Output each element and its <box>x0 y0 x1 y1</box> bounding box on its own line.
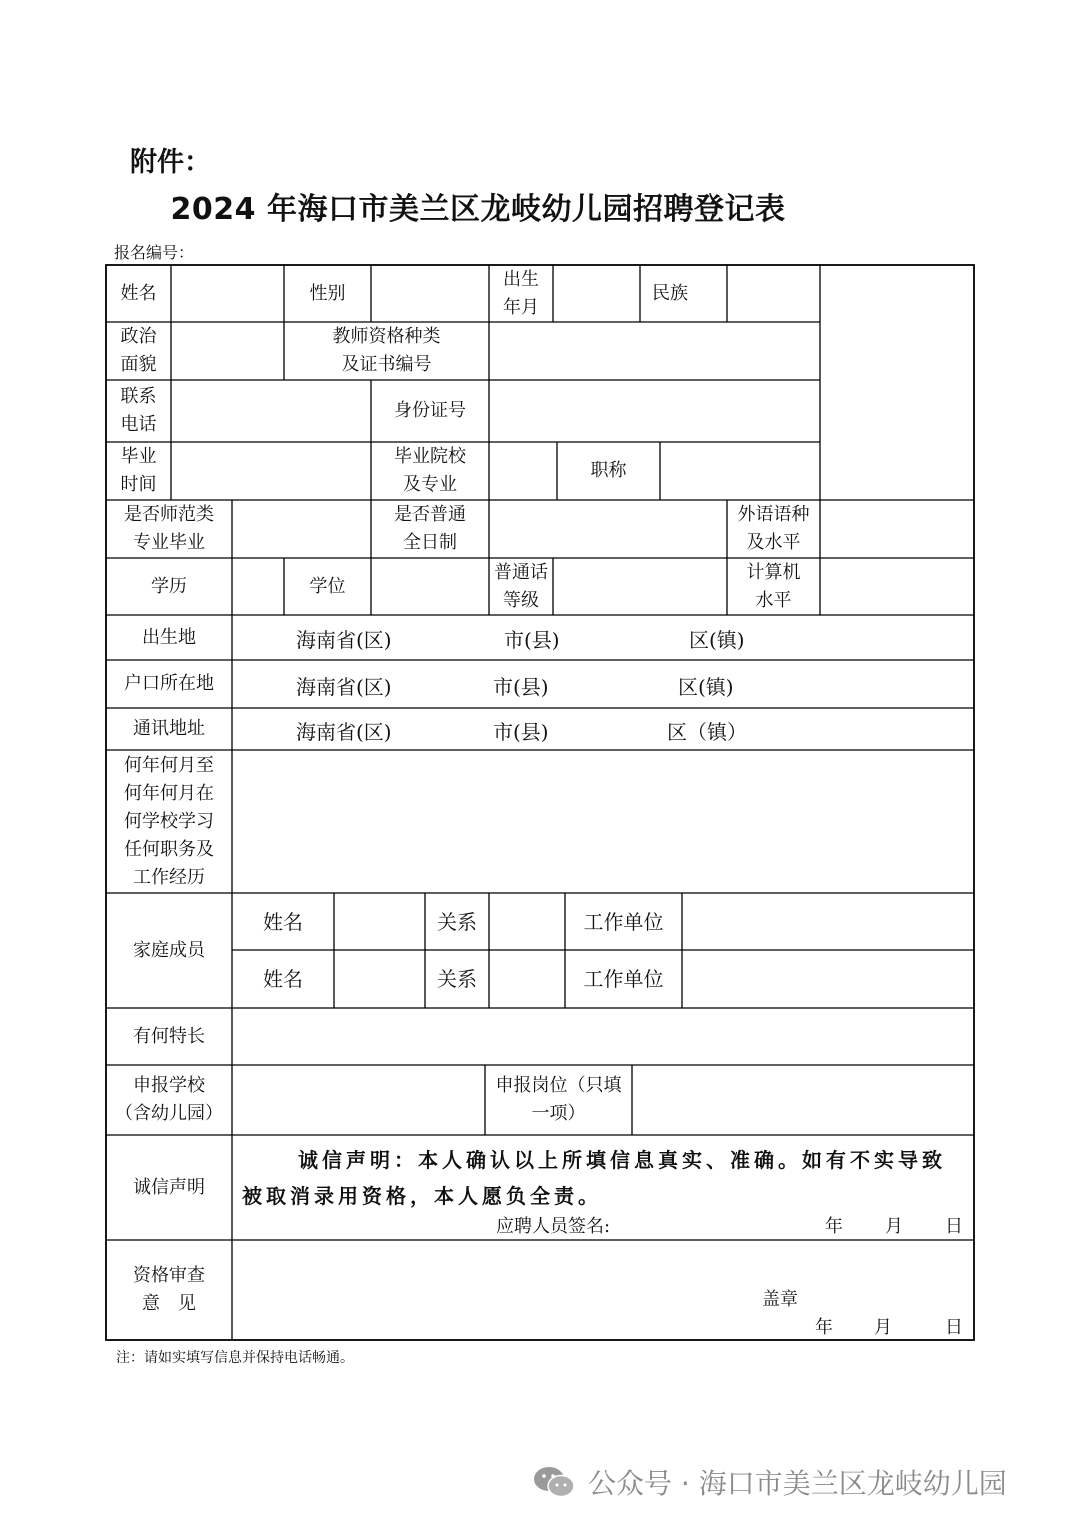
name-label: 姓名 <box>120 282 157 304</box>
pledge-month: 月 <box>885 1216 903 1237</box>
family-workplace-label: 工作单位 <box>583 967 664 991</box>
family-members-label: 家庭成员 <box>133 939 205 961</box>
graduation-school-label: 毕业院校 及专业 <box>394 446 466 495</box>
family-name-label: 姓名 <box>263 967 303 991</box>
computer-level-label: 计算机 水平 <box>746 561 801 611</box>
phone-label: 联系 电话 <box>120 386 157 435</box>
hukou-label: 户口所在地 <box>124 673 214 694</box>
footer-note: 注：请如实填写信息并保持电话畅通。 <box>116 1350 354 1366</box>
pledge-year: 年 <box>825 1216 843 1237</box>
signature-label: 应聘人员签名: <box>496 1216 611 1237</box>
qualification-review-label: 资格审查 意 见 <box>133 1265 205 1314</box>
family-relation-label: 关系 <box>437 909 477 934</box>
wechat-icon <box>532 1464 576 1500</box>
form-title: 2024 年海口市美兰区龙岐幼儿园招聘登记表 <box>170 192 786 227</box>
hukou-province: 海南省(区) <box>296 675 392 699</box>
registration-number-label: 报名编号： <box>114 243 195 262</box>
graduation-time-label: 毕业 时间 <box>120 446 157 495</box>
mandarin-level-label: 普通话 等级 <box>494 561 548 611</box>
fulltime-label: 是否普通 全日制 <box>394 504 466 553</box>
ethnicity-label: 民族 <box>652 282 688 304</box>
birthplace-province: 海南省(区) <box>296 628 392 652</box>
apply-school-label: 申报学校 （含幼儿园） <box>115 1075 223 1124</box>
attachment-label: 附件： <box>130 147 211 178</box>
integrity-label: 诚信声明 <box>133 1176 205 1198</box>
work-history-label: 何年何月至 何年何月在 何学校学习 任何职务及 工作经历 <box>124 754 214 888</box>
hukou-city: 市(县) <box>493 675 549 699</box>
review-year: 年 <box>815 1317 833 1338</box>
birthplace-district: 区(镇) <box>689 628 745 652</box>
degree-label: 学位 <box>309 575 346 597</box>
mailing-address-label: 通讯地址 <box>133 718 205 739</box>
integrity-statement: 诚信声明：本人确认以上所填信息真实、准确。如有不实导致被取消录用资格，本人愿负全责。 <box>242 1148 946 1208</box>
family-workplace-label: 工作单位 <box>583 909 664 934</box>
mailing-city: 市(县) <box>493 720 549 744</box>
pledge-day: 日 <box>945 1216 963 1237</box>
political-status-label: 政治 面貌 <box>120 326 157 375</box>
birthplace-city: 市(县) <box>504 628 560 652</box>
watermark-text: 公众号 · 海口市美兰区龙岐幼儿园 <box>588 1467 1007 1500</box>
foreign-language-label: 外语语种 及水平 <box>737 504 810 553</box>
teacher-certificate-label: 教师资格种类 及证书编号 <box>332 326 441 375</box>
normal-major-label: 是否师范类 专业毕业 <box>124 504 214 553</box>
watermark <box>532 1462 1007 1502</box>
mailing-district: 区（镇） <box>667 720 747 744</box>
review-month: 月 <box>874 1317 892 1338</box>
birth-date-label: 出生 年月 <box>503 268 539 318</box>
family-name-label: 姓名 <box>263 909 303 934</box>
seal-label: 盖章 <box>762 1289 798 1310</box>
birthplace-label: 出生地 <box>142 626 196 648</box>
professional-title-label: 职称 <box>590 460 627 481</box>
family-relation-label: 关系 <box>437 967 477 991</box>
hukou-district: 区(镇) <box>678 675 734 699</box>
mailing-province: 海南省(区) <box>296 720 392 744</box>
id-number-label: 身份证号 <box>394 400 466 421</box>
specialty-label: 有何特长 <box>133 1025 205 1047</box>
review-day: 日 <box>945 1317 963 1338</box>
apply-post-label: 申报岗位（只填 一项） <box>495 1075 622 1124</box>
gender-label: 性别 <box>309 282 346 304</box>
education-label: 学历 <box>151 575 187 597</box>
